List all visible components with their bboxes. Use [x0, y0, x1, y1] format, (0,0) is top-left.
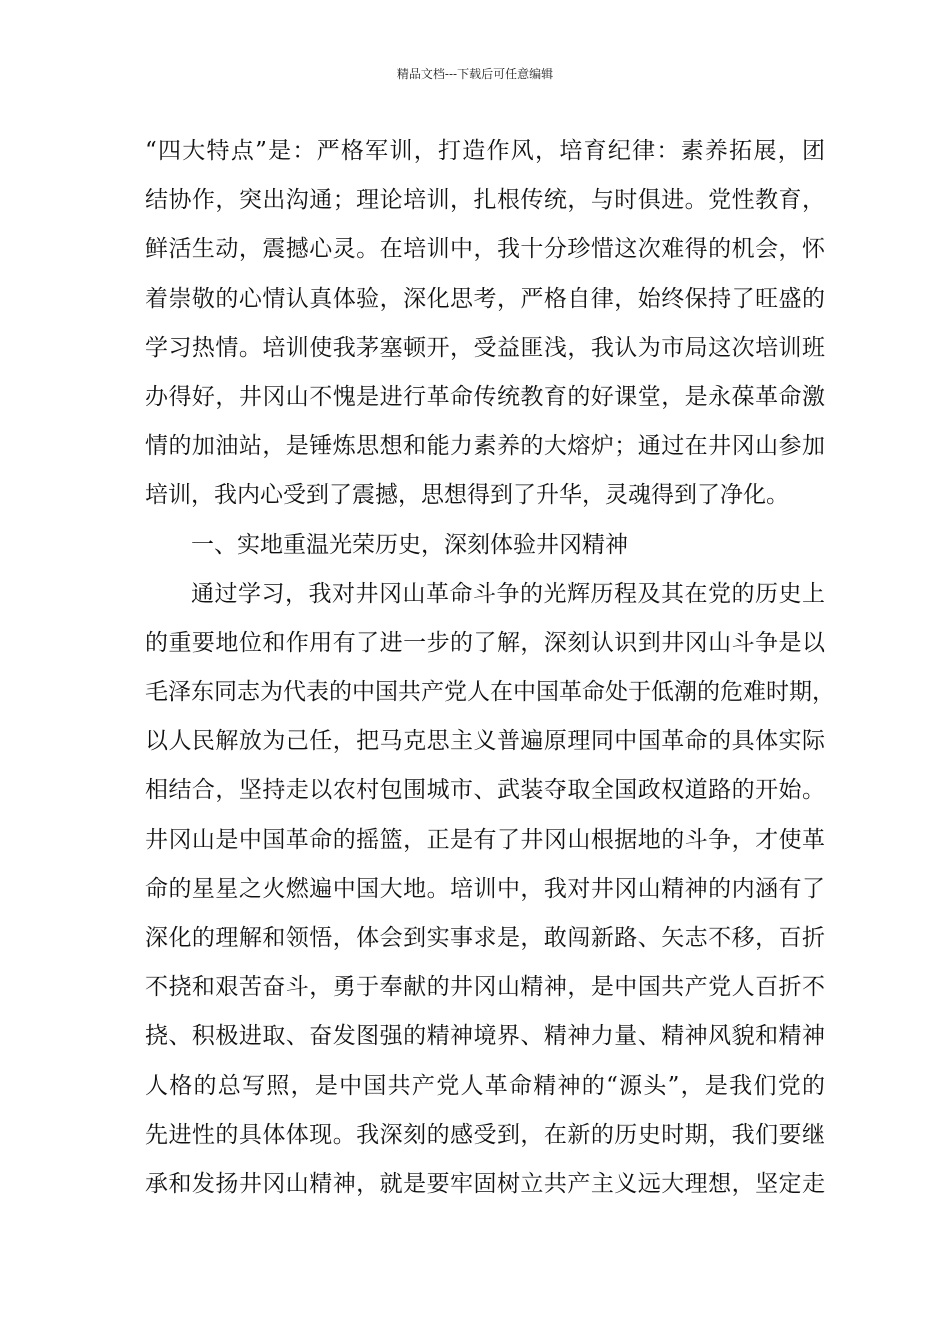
body-line: 着崇敬的心情认真体验，深化思考，严格自律，始终保持了旺盛的	[145, 285, 825, 312]
body-line: 挠、积极进取、奋发图强的精神境界、精神力量、精神风貌和精神	[145, 1023, 825, 1050]
body-line: 培训，我内心受到了震撼，思想得到了升华，灵魂得到了净化。	[145, 482, 789, 509]
body-line: 毛泽东同志为代表的中国共产党人在中国革命处于低潮的危难时期，	[145, 679, 835, 706]
body-line: 深化的理解和领悟，体会到实事求是，敢闯新路、矢志不移，百折	[145, 925, 825, 951]
body-line: 命的星星之火燃遍中国大地。培训中，我对井冈山精神的内涵有了	[145, 875, 825, 902]
body-line: 结协作，突出沟通；理论培训，扎根传统，与时俱进。党性教育，	[145, 187, 825, 214]
body-line: 通过学习，我对井冈山革命斗争的光辉历程及其在党的历史上	[191, 580, 825, 607]
page-header: 精品文档---下载后可任意编辑	[396, 67, 554, 81]
body-line: 办得好，井冈山不愧是进行革命传统教育的好课堂，是永葆革命激	[145, 383, 825, 410]
section-heading: 一、实地重温光荣历史，深刻体验井冈精神	[191, 531, 628, 558]
body-line: “四大特点”是：严格军训，打造作风，培育纪律：素养拓展，团	[145, 138, 825, 164]
body-line: 学习热情。培训使我茅塞顿开，受益匪浅，我认为市局这次培训班	[145, 334, 825, 361]
body-line: 情的加油站，是锤炼思想和能力素养的大熔炉；通过在井冈山参加	[145, 433, 825, 460]
body-line: 鲜活生动，震撼心灵。在培训中，我十分珍惜这次难得的机会，怀	[145, 236, 825, 263]
body-line: 先进性的具体体现。我深刻的感受到，在新的历史时期，我们要继	[145, 1121, 825, 1148]
body-line: 人格的总写照，是中国共产党人革命精神的“源头”，是我们党的	[145, 1072, 825, 1099]
body-line: 的重要地位和作用有了进一步的了解，深刻认识到井冈山斗争是以	[145, 629, 825, 656]
body-line: 承和发扬井冈山精神，就是要牢固树立共产主义远大理想，坚定走	[145, 1170, 825, 1197]
document-body	[145, 127, 835, 1209]
body-line: 井冈山是中国革命的摇篮，正是有了井冈山根据地的斗争，才使革	[145, 826, 825, 853]
body-line: 不挠和艰苦奋斗，勇于奉献的井冈山精神，是中国共产党人百折不	[145, 974, 825, 1001]
body-line: 相结合，坚持走以农村包围城市、武装夺取全国政权道路的开始。	[145, 777, 825, 804]
body-line: 以人民解放为己任，把马克思主义普遍原理同中国革命的具体实际	[145, 728, 825, 755]
